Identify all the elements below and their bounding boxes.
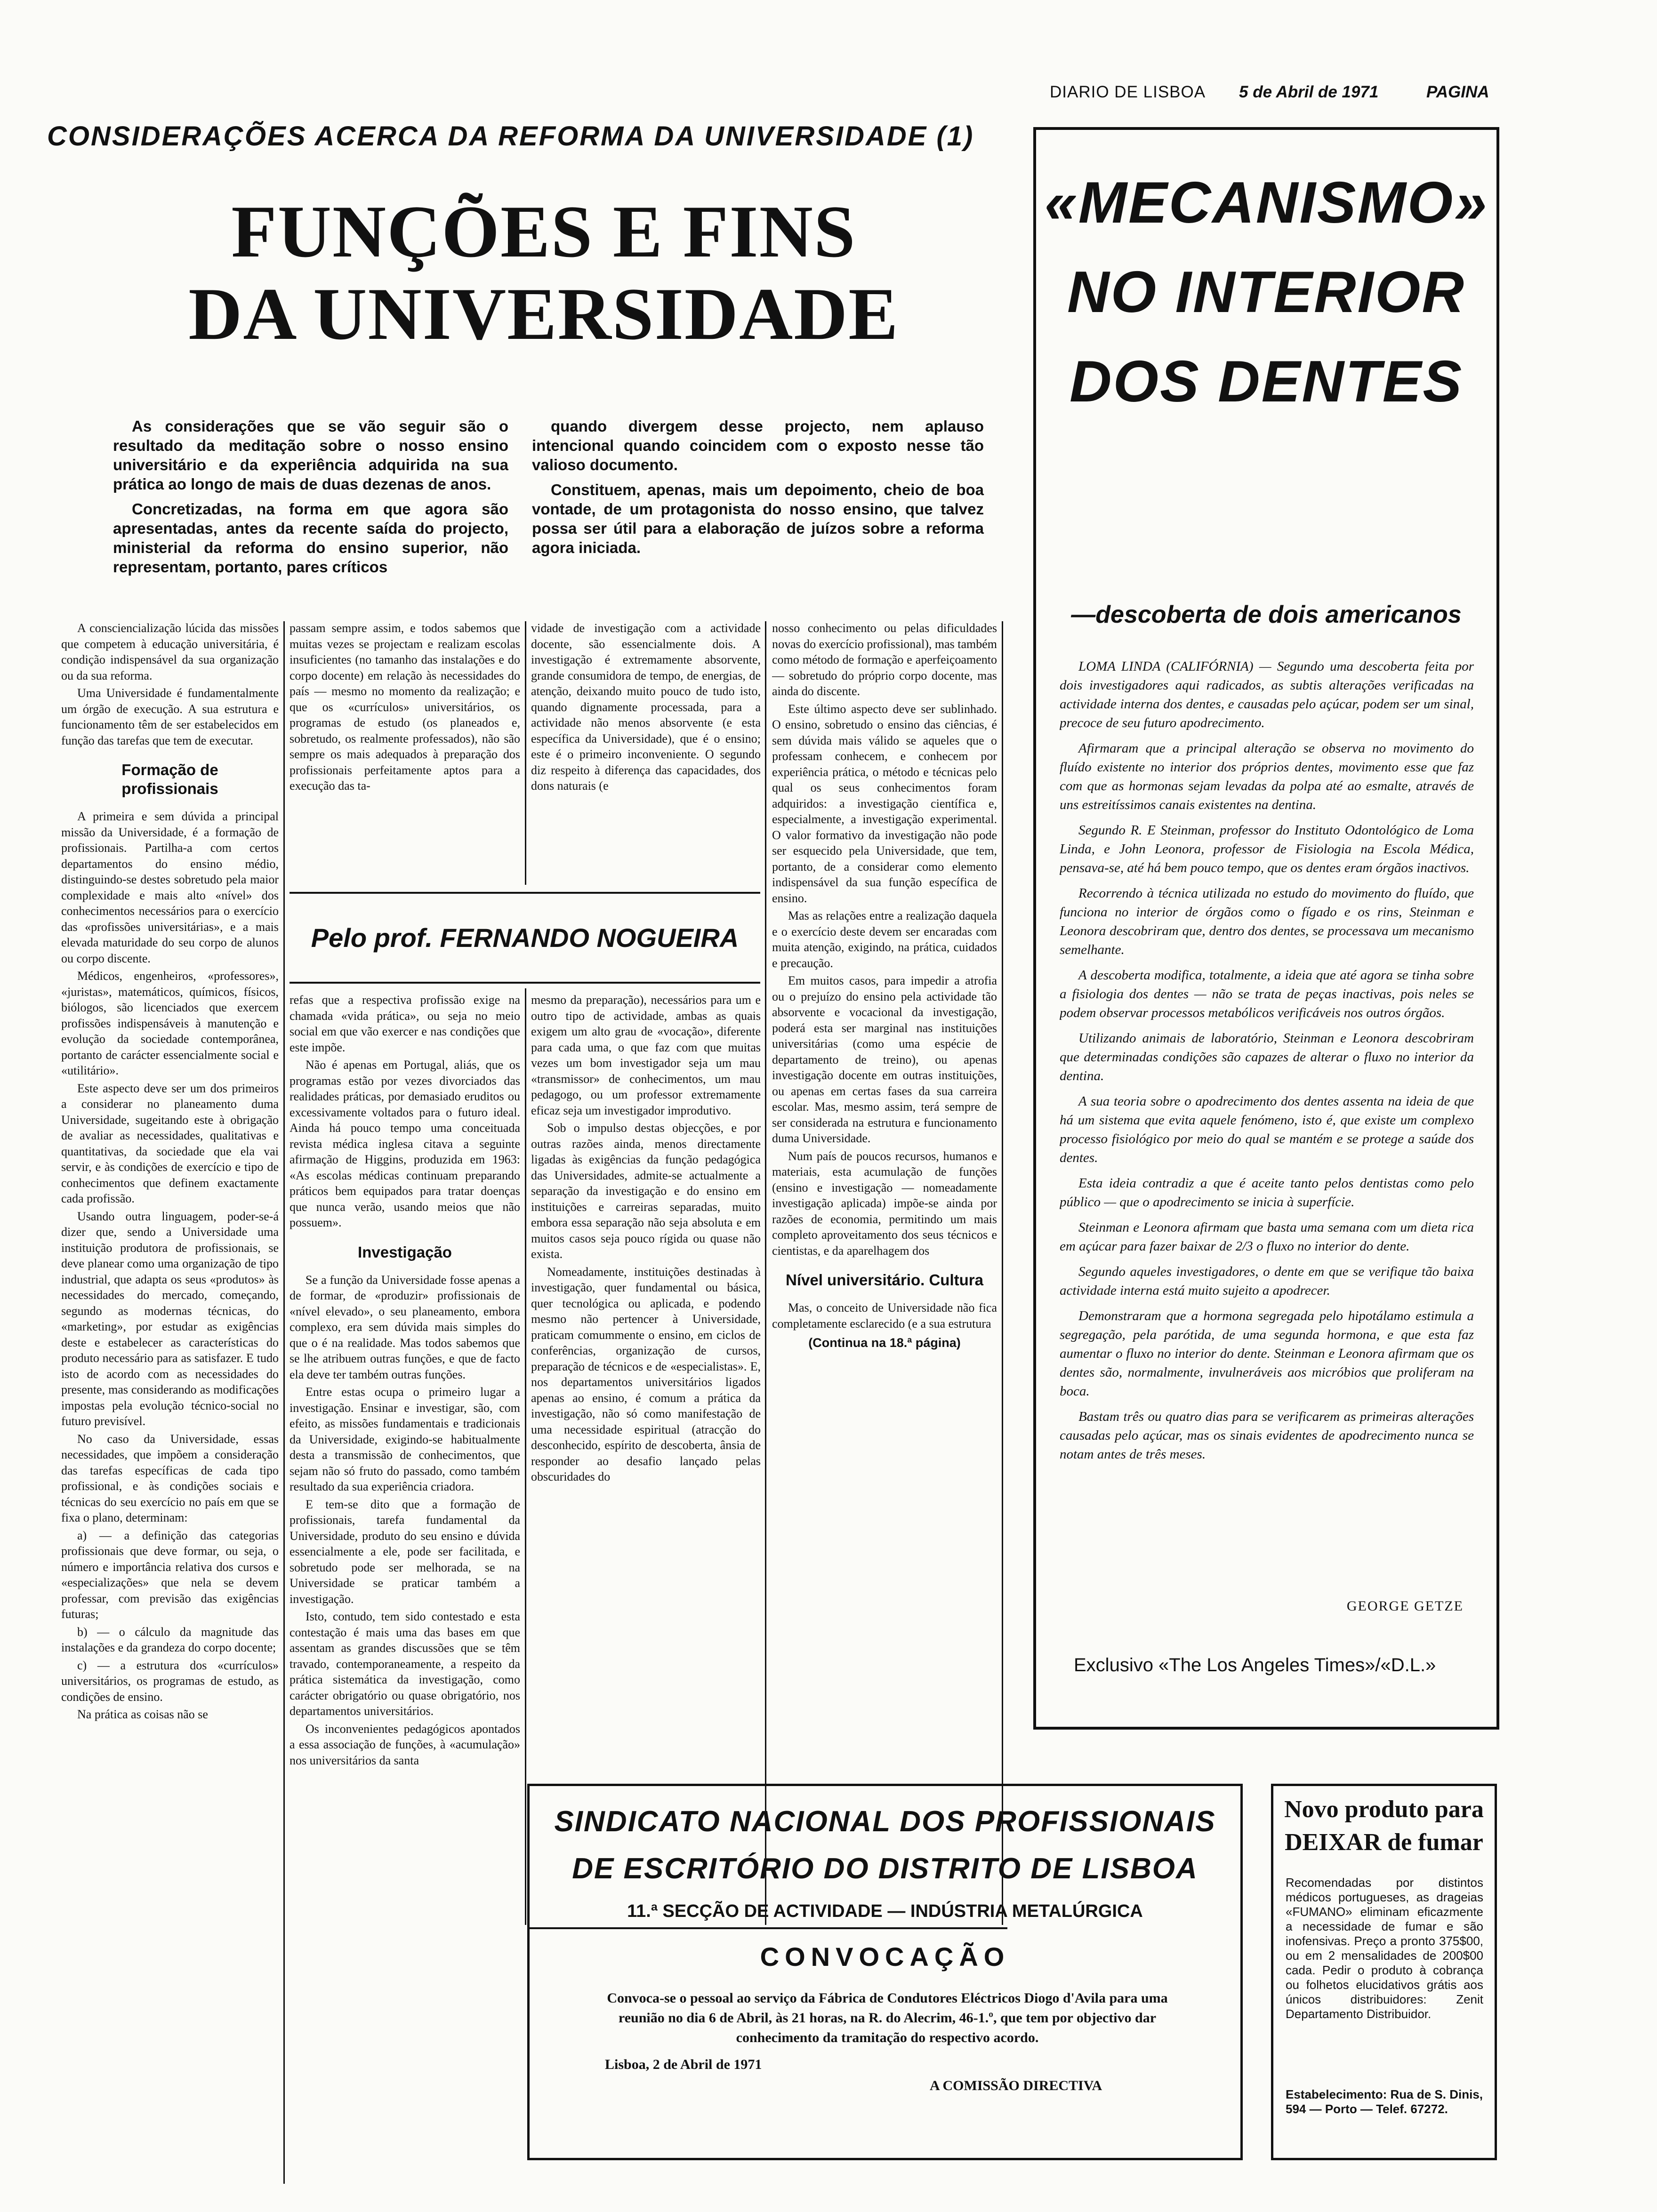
continuation-note: (Continua na 18.ª página)	[808, 1336, 961, 1350]
article-column-2-top	[290, 620, 520, 882]
ad-sindicato-section: 11.ª SECÇÃO DE ACTIVIDADE — INDÚSTRIA METALÚRGICA	[627, 1901, 1143, 1921]
article-paragraph: refas que a respectiva profissão exige na chamada «vida prática», ou seja no meio social em que vão exercer e nas condições que este impõe.	[290, 993, 520, 1054]
ad-fumano-address: Estabelecimento: Rua de S. Dinis, 594 — Porto — Telef. 67272.	[1286, 2087, 1483, 2116]
sidebar-title-line: DOS DENTES	[1069, 349, 1464, 414]
article-paragraph: Isto, contudo, tem sido contestado e esta contestação é mais uma das bases em que assentam as grandes discussões que se têm travado, contemporaneamente, a respeito da prática sistemática da investigação, como carácter obrigatório ou quase obrigatório, nos departamentos universitários.	[290, 1610, 520, 1718]
sidebar-paragraph: Segundo R. E Steinman, professor do Instituto Odontológico de Loma Linda, e John Leonora, professor de Fisiologia na Escola Médica, pensava-se, até há bem pouco tempo, que os dentes eram órgãos inactivos.	[1060, 823, 1474, 875]
article-paragraph: Usando outra linguagem, poder-se-á dizer que, sendo a Universidade uma instituição produtora de profissionais, se deve planear como uma organização de tipo industrial, que adapta os seus «produtos» às necessidades do mercado, começando, segundo as modernas técnicas, do «marketing», por estudar as exigências deste e estabelecer as características do produto necessário para as satisfazer. E tudo isto de acordo com as necessidades do presente, mas considerando as modificações impostas pela evolução técnico-social no futuro previsível.	[61, 1209, 279, 1428]
masthead-date: 5 de Abril de 1971	[1239, 83, 1379, 101]
ad-fumano-line2: DEIXAR de fumar	[1285, 1829, 1483, 1856]
subheading-investigacao: Investigação	[358, 1243, 452, 1261]
subheading-nivel: Nível universitário. Cultura	[786, 1271, 983, 1289]
sidebar-deck: —descoberta de dois americanos	[1071, 601, 1462, 628]
masthead	[1050, 83, 1502, 106]
article-paragraph: Este último aspecto deve ser sublinhado. O ensino, sobretudo o ensino das ciências, é sem dúvida mais válido se aqueles que o professam conhecem, e conhecem por experiência prática, o método e técnicas pelo qual os seus conhecimentos foram adquiridos: a investigação científica e, especialmente, a investigação experimental. O valor formativo da investigação não pode ser esquecido pela Universidade, que tem, portanto, de a considerar como elemento indispensável da sua função específica de ensino.	[772, 702, 997, 905]
article-paragraph: Na prática as coisas não se	[77, 1707, 208, 1721]
article-paragraph: Em muitos casos, para impedir a atrofia ou o prejuízo do ensino pela actividade tão absorvente e vocacional da investigação, poderá esta ser marginal nas instituições universitárias (como uma espécie de departamento de treino), ou apenas investigação docente em outras instituições, ou apenas em certas fases da sua carreira escolar. Mas, mesmo assim, terá sempre de ser considerada na estrutura e funcionamento duma Universidade.	[772, 974, 997, 1145]
byline-box	[290, 892, 760, 984]
article-paragraph: mesmo da preparação), necessários para um e outro tipo de actividade, ambas as quais exigem um alto grau de «vocação», diferente para cada uma, o que faz com que muitas vezes um bom investigador seja um mau «transmissor» de conhecimentos, um mau pedagogo, ou um professor extremamente eficaz seja um investigador improdutivo.	[531, 993, 761, 1117]
article-paragraph: Num país de poucos recursos, humanos e materiais, esta acumulação de funções (ensino e investigação — nomeadamente investigação aplicada) impõe-se ainda por razões de economia, permitindo um mais completo aproveitamento dos seus técnicos e cientistas, e da aparelhagem dos	[772, 1149, 997, 1258]
ad-sindicato-date: Lisboa, 2 de Abril de 1971	[605, 2057, 762, 2072]
article-paragraph: Entre estas ocupa o primeiro lugar a investigação. Ensinar e investigar, são, com efeito, as missões fundamentais e tradicionais da Universidade, exigindo-se habitualmente desta a transmissão de conhecimentos, que sejam não só fruto do passado, como também resultado da sua experiência criadora.	[290, 1385, 520, 1493]
article-paragraph: Os inconvenientes pedagógicos apontados a essa associação de funções, à «acumulação» nos universitários da santa	[290, 1722, 520, 1767]
headline-line2: DA UNIVERSIDADE	[188, 273, 899, 355]
sidebar-paragraph: Utilizando animais de laboratório, Steinman e Leonora descobriram que determinadas condições são capazes de alterar o fluxo no interior da dentina.	[1060, 1031, 1474, 1083]
sidebar-paragraph: Bastam três ou quatro dias para se verificarem as primeiras alterações causadas pelo açúcar, mas os sinais evidentes de apodrecimento nunca se notam antes de três meses.	[1060, 1409, 1474, 1462]
sidebar-paragraph: Steinman e Leonora afirmam que basta uma semana com um dieta rica em açúcar para fazer baixar de 2/3 o fluxo no interior do dente.	[1060, 1220, 1474, 1254]
sidebar-title-line: NO INTERIOR	[1067, 260, 1465, 325]
headline	[155, 191, 932, 355]
article-paragraph: nosso conhecimento ou pelas dificuldades novas do exercício profissional), mas também como método de formação e aperfeiçoamento — sobretudo do próprio corpo docente, mas ainda do discente.	[772, 621, 997, 698]
article-paragraph: Nomeadamente, instituições destinadas à investigação, quer fundamental ou básica, quer tecnológica ou aplicada, e podendo mesmo não pertencer à Universidade, praticam comummente o ensino, em ciclos de conferências, organização de cursos, preparação de técnicos e de «especialistas». E, nos departamentos universitários ligados apenas ao ensino, é comum a prática da investigação, não só como manifestação de uma necessidade espiritual (atracção do desconhecido, espírito de descoberta, ânsia de responder ao desafio lançado pelas obscuridades do	[531, 1265, 761, 1483]
column-rule	[525, 988, 526, 1925]
masthead-page: PAGINA	[1426, 83, 1489, 101]
lead-paragraph: quando divergem desse projecto, nem aplauso intencional quando coincidem com o exposto nesse tão valioso documento.	[532, 417, 984, 473]
sidebar-paragraph: Segundo aqueles investigadores, o dente em que se verifique tão baixa actividade interna está muito sujeito a apodrecer.	[1060, 1264, 1474, 1298]
article-paragraph: Médicos, engenheiros, «professores», «juristas», matemáticos, químicos, físicos, biólogos, são licenciados que exercem profissões indispensáveis à manutenção e evolução da sociedade contemporânea, portanto de carácter essencialmente social e «utilitário».	[61, 969, 279, 1077]
sidebar-paragraph: A descoberta modifica, totalmente, a ideia que até agora se tinha sobre a fisiologia dos dentes — não se trata de peças inactivas, pois neles se podem observar processos metabólicos verificáveis nos outros órgãos.	[1060, 968, 1474, 1020]
sidebar-paragraph: Afirmaram que a principal alteração se observa no movimento do fluído existente no interior dos próprios dentes, movimento esse que faz com que as hormonas sejam levadas da polpa até ao esmalte, através de uns estreitíssimos canais existentes na dentina.	[1060, 741, 1474, 812]
article-paragraph: A primeira e sem dúvida a principal missão da Universidade, é a formação de profissionais. Partilha-a com certos departamentos do ensino médio, distinguindo-se destes sobretudo pela maior complexidade e mais alto «nível» dos conhecimentos necessários para o exercício das «profissões universitárias», e a mais elevada maturidade do seu corpo de alunos ou corpo discente.	[61, 809, 279, 965]
article-paragraph: Sob o impulso destas objecções, e por outras razões ainda, menos directamente ligadas às exigências da função pedagógica das Universidades, admite-se actualmente a separação da investigação e do ensino em instituições e carreiras separadas, muito embora essa separação não seja absoluta e em muitos casos seja pouco rígida ou quase não exista.	[531, 1121, 761, 1261]
article-paragraph: a) — a definição das categorias profissionais que deve formar, ou seja, o número e importância relativa dos cursos e «especializações» que nela se devem professar, com previsão das exigências futuras;	[61, 1528, 279, 1621]
lead-col1	[113, 417, 508, 582]
ad-sindicato	[527, 1784, 1243, 2160]
sidebar-paragraph: Esta ideia contradiz a que é aceite tanto pelos dentistas como pelo público — que o apodrecimento se inicia à superfície.	[1060, 1176, 1474, 1210]
sidebar-title-line: «MECANISMO»	[1044, 170, 1488, 235]
lead-paragraph: As considerações que se vão seguir são o resultado da meditação sobre o nosso ensino universitário e da experiência adquirida na sua prática ao longo de mais de duas dezenas de anos.	[113, 417, 508, 493]
article-paragraph: E tem-se dito que a formação de profissionais, tarefa fundamental da Universidade, produto do seu ensino e dúvida essencialmente a ele, pode ser facilitada, e sobretudo pode ser melhorada, se na Universidade se praticar também a investigação.	[290, 1497, 520, 1606]
ad-sindicato-heading: CONVOCAÇÃO	[760, 1942, 1010, 1972]
lead-paragraph: Concretizadas, na forma em que agora são apresentadas, antes da recente saída do projecto, ministerial da reforma do ensino superior, não representam, portanto, pares críticos	[113, 500, 508, 576]
sidebar-paragraph: LOMA LINDA (CALIFÓRNIA) — Segundo uma descoberta feita por dois investigadores aqui radicados, as subtis alterações verificadas na actividade interna dos dentes, e causadas pelo açúcar, podem ser um sinal, precoce de seu futuro apodrecimento.	[1060, 659, 1474, 730]
lead-col2	[532, 417, 984, 563]
byline: Pelo prof. FERNANDO NOGUEIRA	[311, 923, 739, 953]
sidebar-title	[1036, 158, 1496, 426]
article-column-1	[61, 620, 279, 2183]
subheading-formacao: Formação de profissionais	[121, 761, 218, 797]
sidebar-author: GEORGE GETZE	[1346, 1598, 1464, 1614]
ad-sindicato-line2: DE ESCRITÓRIO DO DISTRITO DE LISBOA	[572, 1852, 1198, 1885]
article-paragraph: b) — o cálculo da magnitude das instalações e da grandeza do corpo docente;	[61, 1625, 279, 1654]
sidebar-body	[1060, 657, 1474, 1589]
ad-sindicato-line1: SINDICATO NACIONAL DOS PROFISSIONAIS	[554, 1805, 1216, 1838]
article-paragraph: vidade de investigação com a actividade docente, são essencialmente dois. A investigação é extremamente absorvente, grande consumidora de tempo, de energias, de atenção, deixando muito pouco de tudo isto, quando dignamente processada, para a actividade não menos absorvente (e esta específica da Universidade), que é o ensino; este é o primeiro inconveniente. O segundo diz respeito à diferença das capacidades, dos dons naturais (e	[531, 621, 761, 793]
lead-paragraph: Constituem, apenas, mais um depoimento, cheio de boa vontade, de um protagonista do nosso ensino, que talvez possa ser útil para a elaboração de juízos sobre a reforma agora iniciada.	[532, 481, 984, 556]
ad-sindicato-body: Convoca-se o pessoal ao serviço da Fábrica de Condutores Eléctricos Diogo d'Avila para uma reunião no dia 6 de Abril, às 21 horas, na R. do Alecrim, 46-1.º, que tem por objectivo dar conhecimento da tramitação do respectivo acordo.	[607, 1990, 1168, 2045]
ad-sindicato-signature: A COMISSÃO DIRECTIVA	[930, 2078, 1102, 2093]
sidebar-article	[1033, 127, 1499, 1730]
article-paragraph: passam sempre assim, e todos sabemos que muitas vezes se projectam e realizam escolas insuficientes (no tamanho das instalações e do corpo docente) em relação às necessidades do país — mesmo no momento da realização; e que os «currículos» universitários, os programas de estudo (os planeados e, sobretudo, os realmente professados), não são sempre os mais adequados à preparação dos profissionais perfeitamente aptos para a execução das ta-	[290, 621, 520, 793]
headline-line1: FUNÇÕES E FINS	[231, 191, 856, 273]
kicker: CONSIDERAÇÕES ACERCA DA REFORMA DA UNIVERSIDADE (1)	[47, 121, 974, 152]
column-rule	[525, 621, 526, 885]
article-paragraph: Uma Universidade é fundamentalmente um órgão de execução. A sua estrutura e funcionamento têm de ser estabelecidos em função das tarefas que tem de executar.	[61, 686, 279, 747]
article-column-4	[772, 620, 997, 1924]
article-paragraph: Mas as relações entre a realização daquela e o exercício deste devem ser encaradas com muita atenção, exigindo, na prática, cuidados e precaução.	[772, 909, 997, 970]
ad-fumano-body: Recomendadas por distintos médicos portugueses, as drageias «FUMANO» eliminam eficazmente a necessidade de fumar e são inofensivas. Preço a pronto 375$00, ou em 2 mensalidades de 200$00 cada. Pedir o produto à cobrança ou folhetos elucidativos grátis aos únicos distribuidores: Zenit Departamento Distribuidor.	[1286, 1875, 1483, 2021]
sidebar-paragraph: Demonstraram que a hormona segregada pelo hipotálamo estimula a segregação, pela parótida, de uma segunda hormona, e que esta faz aumentar o fluxo no interior do dente. Steinman e Leonora afirmam que os dentes são, normalmente, invulneráveis aos micróbios que proliferam na boca.	[1060, 1308, 1474, 1399]
column-rule	[1002, 621, 1003, 1925]
article-column-3-top	[531, 620, 761, 882]
sidebar-paragraph: A sua teoria sobre o apodrecimento dos dentes assenta na ideia de que há um sistema que evita aquele fenómeno, isto é, que existe um complexo processo fisiológico por meio do qual se mantém e se protege a saúde dos dentes.	[1060, 1094, 1474, 1165]
article-paragraph: c) — a estrutura dos «currículos» universitários, os programas de estudo, as condições de ensino.	[61, 1658, 279, 1704]
column-rule	[765, 621, 766, 1925]
article-paragraph: Não é apenas em Portugal, aliás, que os programas estão por vezes divorciados das realidades práticas, por demasiado eruditos ou excessivamente voltados para o futuro ideal. Ainda há pouco tempo uma conceituada revista médica inglesa citava a seguinte afirmação de Higgins, produzida em 1963: «As escolas médicas continuam preparando práticos bem equipados para tratar doenças que nunca verão, usando meios que não possuem».	[290, 1058, 520, 1229]
sidebar-credit: Exclusivo «The Los Angeles Times»/«D.L.»	[1074, 1655, 1436, 1675]
ad-fumano	[1271, 1784, 1497, 2160]
column-rule	[283, 621, 285, 2184]
article-paragraph: Se a função da Universidade fosse apenas a de formar, de «produzir» profissionais de «nível elevado», o seu planeamento, embora complexo, era sem dúvida mais simples do que o é na realidade. Mas todos sabemos que se lhe atribuem outras funções, e que de facto ela deve ter também outras funções.	[290, 1273, 520, 1381]
article-paragraph: Este aspecto deve ser um dos primeiros a considerar no planeamento duma Universidade, sugeitando este à obrigação de avaliar as necessidades, qualitativas e quantitativas, da sociedade que ela vai servir, e às condições de exercício e tipo de conhecimentos que definem exactamente cada profissão.	[61, 1081, 279, 1205]
article-paragraph: No caso da Universidade, essas necessidades, que impõem a consideração das tarefas específicas de cada tipo profissional, e às condições sociais e técnicas do seu exercício no país em que se fixa o plano, determinam:	[61, 1432, 279, 1524]
article-column-2-bottom	[290, 992, 520, 2183]
article-paragraph: Mas, o conceito de Universidade não fica completamente esclarecido (e a sua estrutura	[772, 1301, 997, 1330]
sidebar-paragraph: Recorrendo à técnica utilizada no estudo do movimento do fluído, que funciona no interior de órgãos como o fígado e os rins, Steinman e Leonora descobriram que, dentro dos dentes, se processava um mecanismo semelhante.	[1060, 886, 1474, 957]
ad-fumano-line1: Novo produto para	[1284, 1796, 1484, 1823]
article-paragraph: A consciencialização lúcida das missões que competem à educação universitária, é condição indispensável da sua organização ou da sua reforma.	[61, 621, 279, 682]
masthead-paper: DIARIO DE LISBOA	[1050, 83, 1206, 101]
